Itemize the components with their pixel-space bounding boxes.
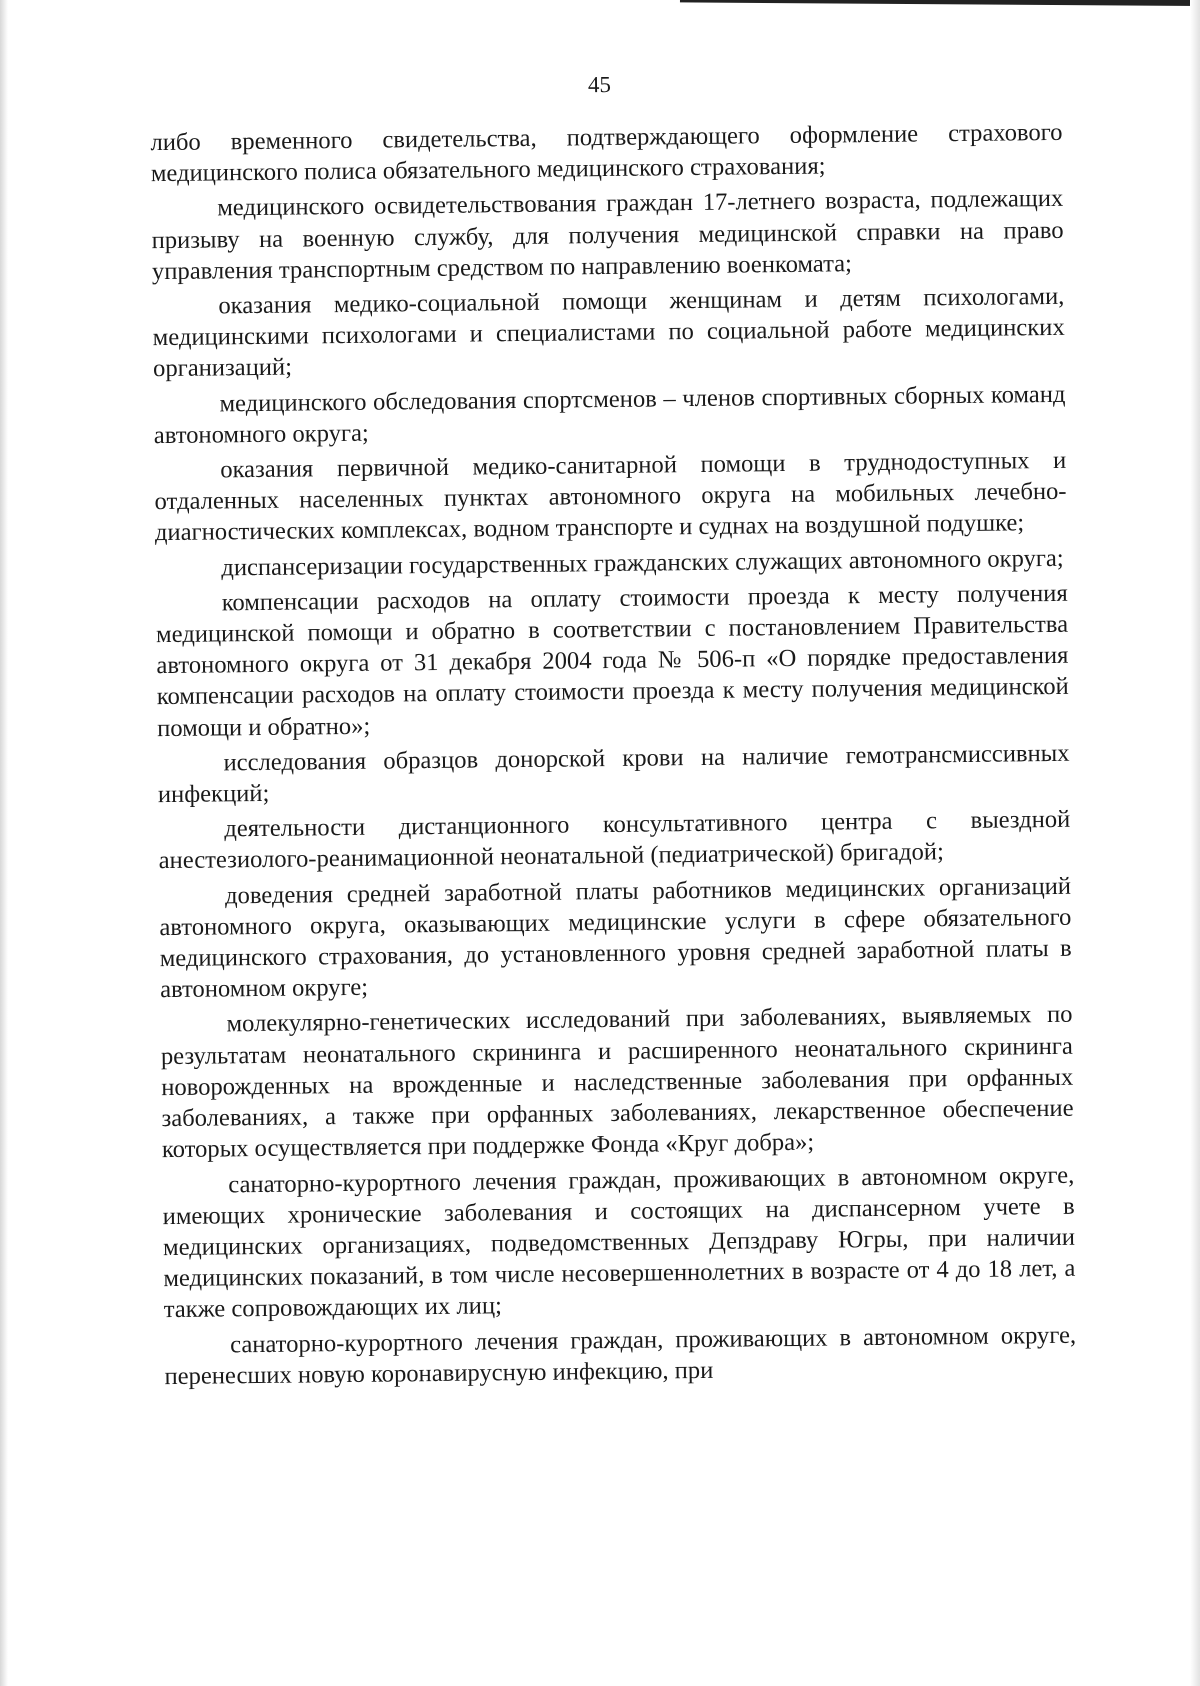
paragraph: либо временного свидетельства, подтверждающего оформление страхового медицинского полиса обязательного медицинского страхования; — [150, 118, 1063, 188]
page-number: 45 — [587, 71, 612, 98]
paragraph: доведения средней заработной платы работников медицинских организаций автономного округа, оказывающих медицинские услуги в сфере обязательного медицинского страхования, до установленного уровня средней заработной платы в автономном округе; — [159, 872, 1072, 1004]
paragraph: медицинского обследования спортсменов – членов спортивных сборных команд автономного округа; — [153, 380, 1066, 449]
scan-left-edge — [0, 0, 8, 1686]
scan-edge-bar — [680, 0, 1200, 6]
scan-right-edge — [1190, 0, 1200, 1686]
paragraph: оказания первичной медико-санитарной помощи в труднодоступных и отдаленных населенных пунктах автономного округа на мобильных лечебно-диагностических комплексах, водном транспорте и суднах на воздушной подушке; — [154, 446, 1067, 547]
body-text — [150, 117, 1076, 1396]
paragraph: оказания медико-социальной помощи женщинам и детям психологами, медицинскими психологами и специалистами по социальной работе медицинских организаций; — [152, 282, 1065, 383]
paragraph: исследования образцов донорской крови на наличие гемотрансмиссивных инфекций; — [157, 739, 1070, 809]
paragraph: диспансеризации государственных гражданских служащих автономного округа; — [221, 544, 1064, 582]
paragraph: молекулярно-генетических исследований при заболеваниях, выявляемых по результатам неонатального скрининга и расширенного неонатального скрининга новорожденных на врожденные и наследственные заболевания при орфанных заболеваниях, а также при орфанных заболеваниях, лекарственное обеспечение которых осуществляется при поддержке Фонда «Круг добра»; — [160, 1001, 1074, 1164]
paragraph: деятельности дистанционного консультативного центра с выездной анестезиолого-реанимационной неонатальной (педиатрической) бригадой; — [158, 806, 1071, 875]
paragraph: медицинского освидетельствования граждан 17-летнего возраста, подлежащих призыву на военную службу, для получения медицинской справки на право управления транспортным средством по направлению военкомата; — [151, 185, 1064, 285]
paragraph: санаторно-курортного лечения граждан, проживающих в автономном округе, перенесших новую коронавирусную инфекцию, при — [164, 1321, 1077, 1390]
paragraph: санаторно-курортного лечения граждан, проживающих в автономном округе, имеющих хронические заболевания и состоящих на диспансерном учете в медицинских организациях, подведомственных Депздраву Югры, при наличии медицинских показаний, в том числе несовершеннолетних в возрасте от 4 до 18 лет, а также сопровождающих их лиц; — [162, 1161, 1076, 1324]
paragraph: компенсации расходов на оплату стоимости проезда к месту получения медицинской помощи и обратно в соответствии с постановлением Правительства автономного округа от 31 декабря 2004 года № 506-п «О порядке предоставления компенсации расходов на оплату стоимости проезда к месту получения медицинской помощи и обратно»; — [155, 579, 1069, 742]
